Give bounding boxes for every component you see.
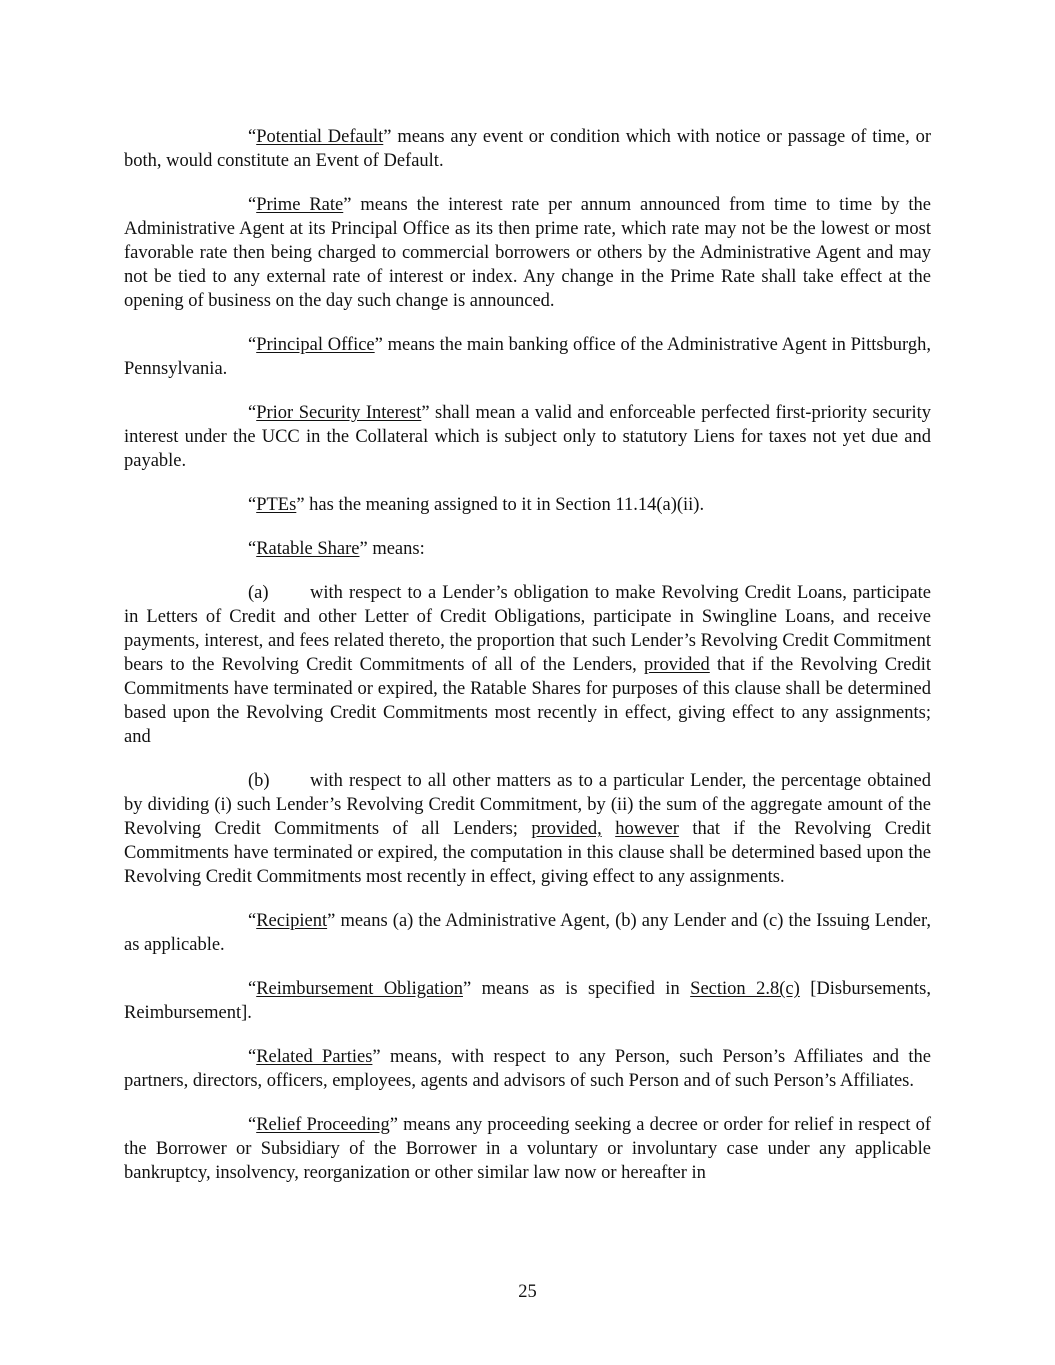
open-quote: “ <box>248 335 257 355</box>
definition-body: means the interest rate per annum announced from time to time by the Administrative Agent at its Principal Office as its then prime rate, which rate may not be the lowest or most favorable rate then being charged to commercial borrowers or others by the Administrative Agent and may not be tied to any external rate of interest or index. Any change in the Prime Rate shall take effect at the opening of business on the day such change is announced. <box>124 195 931 311</box>
defined-term: PTEs <box>256 495 297 515</box>
proviso-term-however: however <box>615 819 679 839</box>
open-quote: “ <box>248 1047 257 1067</box>
close-quote: ” <box>327 911 336 931</box>
defined-term: Recipient <box>256 911 328 931</box>
open-quote: “ <box>248 1115 257 1135</box>
definition-body: means the main banking office of the Administrative Agent in Pittsburgh, Pennsylvania. <box>124 335 932 379</box>
definition-recipient <box>124 909 931 957</box>
definition-body: means any event or condition which with notice or passage of time, or both, would constitute an Event of Default. <box>124 127 931 171</box>
space <box>602 819 615 839</box>
definition-body: means, with respect to any Person, such Person’s Affiliates and the partners, directors, officers, employees, agents and advisors of such Person and of such Person’s Affiliates. <box>124 1047 931 1091</box>
clause-text: with respect to all other matters as to a particular Lender, the percentage obtained by dividing (i) such Lender’s Revolving Credit Commitment, by (ii) the sum of the aggregate amount of the Revolving Credit Commitments of all Lenders; <box>124 771 931 839</box>
clause-text: that if the Revolving Credit Commitments have terminated or expired, the computation in this clause shall be determined based upon the Revolving Credit Commitments most recently in effect, giving effect to any assignments. <box>124 819 931 887</box>
definition-body: means: <box>367 539 425 559</box>
definition-body: shall mean a valid and enforceable perfected first-priority security interest under the UCC in the Collateral which is subject only to statutory Liens for taxes not yet due and payable. <box>124 403 932 471</box>
section-reference: Section 2.8(c) <box>690 979 800 999</box>
definition-body: means any proceeding seeking a decree or order for relief in respect of the Borrower or Subsidiary of the Borrower in a voluntary or involuntary case under any applicable bankruptcy, insolvency, reorganization or other similar law now or hereafter in <box>124 1115 931 1183</box>
definition-potential-default <box>124 125 931 173</box>
defined-term: Relief Proceeding <box>256 1115 390 1135</box>
definition-prior-security-interest <box>124 401 931 473</box>
close-quote: ” <box>421 403 430 423</box>
definition-principal-office <box>124 333 931 381</box>
clause-text: that if the Revolving Credit Commitments have terminated or expired, the Ratable Shares for purposes of this clause shall be determined based upon the Revolving Credit Commitments most recently in effect, giving effect to any assignments; and <box>124 655 931 747</box>
ratable-share-clause-a <box>124 581 931 749</box>
definition-body: means (a) the Administrative Agent, (b) any Lender and (c) the Issuing Lender, as applicable. <box>124 911 931 955</box>
close-quote: ” <box>372 1047 381 1067</box>
proviso-term: provided, <box>531 819 602 839</box>
definition-prime-rate <box>124 193 931 313</box>
defined-term: Prime Rate <box>256 195 344 215</box>
close-quote: ” <box>389 1115 398 1135</box>
defined-term: Prior Security Interest <box>256 403 422 423</box>
clause-label: (b) <box>248 771 270 791</box>
definition-ptes <box>124 493 931 517</box>
definition-body: means as is specified in <box>471 979 691 999</box>
close-quote: ” <box>383 127 392 147</box>
close-quote: ” <box>462 979 472 999</box>
ratable-share-clause-b <box>124 769 931 889</box>
page-number: 25 <box>518 1282 537 1302</box>
open-quote: “ <box>248 403 257 423</box>
open-quote: “ <box>248 495 257 515</box>
definition-related-parties <box>124 1045 931 1093</box>
defined-term: Reimbursement Obligation <box>256 979 463 999</box>
definition-body: [Disbursements, Reimbursement]. <box>124 979 931 1023</box>
defined-term: Related Parties <box>256 1047 373 1067</box>
defined-term: Potential Default <box>256 127 384 147</box>
close-quote: ” <box>343 195 352 215</box>
clause-text: with respect to a Lender’s obligation to make Revolving Credit Loans, participate in Letters of Credit and other Letter of Credit Obligations, participate in Swingline Loans, and receive payments, interest, and fees related thereto, the proportion that such Lender’s Revolving Credit Commitment bears to the Revolving Credit Commitments of all of the Lenders, <box>124 583 931 675</box>
definition-relief-proceeding <box>124 1113 931 1185</box>
open-quote: “ <box>248 195 257 215</box>
open-quote: “ <box>248 979 257 999</box>
open-quote: “ <box>248 911 257 931</box>
clause-label: (a) <box>248 583 269 603</box>
close-quote: ” <box>296 495 305 515</box>
open-quote: “ <box>248 127 257 147</box>
definition-body: has the meaning assigned to it in Section 11.14(a)(ii). <box>304 495 705 515</box>
close-quote: ” <box>359 539 368 559</box>
defined-term: Ratable Share <box>256 539 360 559</box>
definition-reimbursement-obligation <box>124 977 931 1025</box>
defined-term: Principal Office <box>256 335 375 355</box>
close-quote: ” <box>374 335 383 355</box>
open-quote: “ <box>248 539 257 559</box>
document-page <box>124 125 931 1205</box>
definition-ratable-share <box>124 537 931 561</box>
proviso-term: provided <box>644 655 710 675</box>
